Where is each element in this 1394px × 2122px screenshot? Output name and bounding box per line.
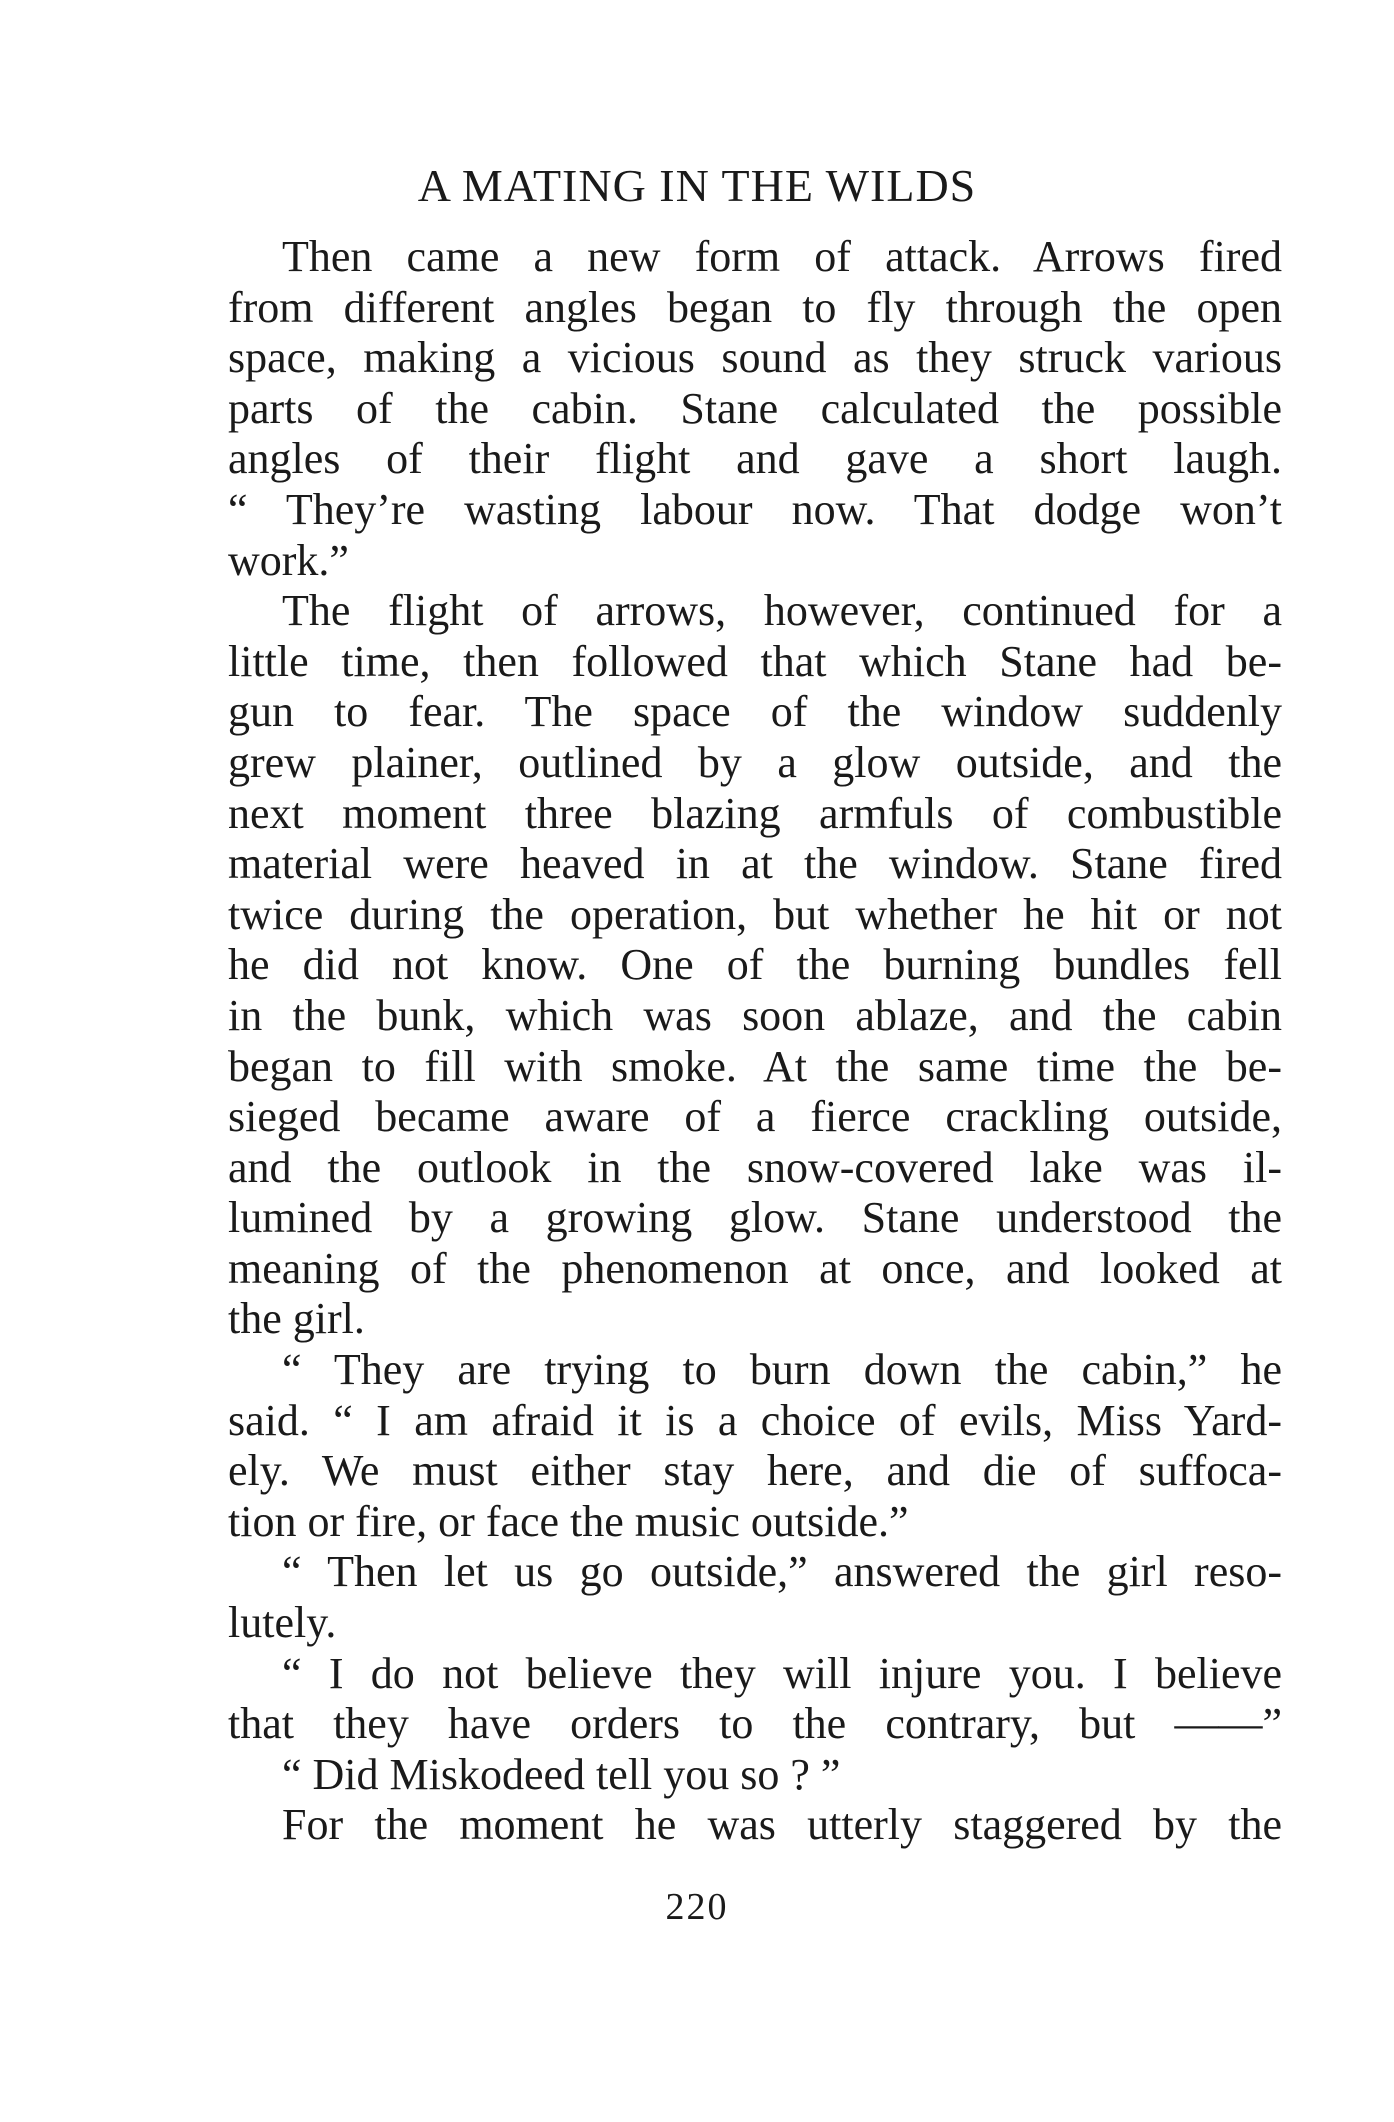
- text-line: sieged became aware of a fierce crackling outside,: [228, 1092, 1282, 1142]
- text-line: that they have orders to the contrary, but ——”: [228, 1699, 1282, 1749]
- text-line: from different angles began to fly through the open: [228, 282, 1282, 332]
- text-line: ely. We must either stay here, and die of suffoca-: [228, 1446, 1282, 1496]
- text-line: material were heaved in at the window. Stane fired: [228, 839, 1282, 889]
- text-line: little time, then followed that which Stane had be-: [228, 636, 1282, 686]
- text-line: he did not know. One of the burning bundles fell: [228, 940, 1282, 990]
- text-line: For the moment he was utterly staggered by the: [282, 1800, 1282, 1850]
- text-line: in the bunk, which was soon ablaze, and the cabin: [228, 990, 1282, 1040]
- text-line: the girl.: [228, 1294, 365, 1344]
- text-line: tion or fire, or face the music outside.”: [228, 1496, 909, 1546]
- text-line: began to fill with smoke. At the same time the be-: [228, 1041, 1282, 1091]
- text-line: “ Did Miskodeed tell you so ? ”: [282, 1749, 841, 1799]
- body-text: [228, 232, 1282, 1851]
- running-head: A MATING IN THE WILDS: [417, 160, 977, 211]
- page-number: 220: [665, 1886, 729, 1928]
- text-line: lumined by a growing glow. Stane understood the: [228, 1193, 1282, 1243]
- text-line: work.”: [228, 535, 349, 585]
- text-line: “ Then let us go outside,” answered the girl reso-: [282, 1547, 1282, 1597]
- text-line: The flight of arrows, however, continued for a: [282, 586, 1282, 636]
- text-line: angles of their flight and gave a short laugh.: [228, 434, 1282, 484]
- text-line: meaning of the phenomenon at once, and looked at: [228, 1243, 1282, 1293]
- text-line: and the outlook in the snow-covered lake was il-: [228, 1142, 1282, 1192]
- text-line: grew plainer, outlined by a glow outside, and the: [228, 737, 1282, 787]
- text-line: space, making a vicious sound as they struck various: [228, 333, 1282, 383]
- text-line: twice during the operation, but whether he hit or not: [228, 889, 1282, 939]
- text-line: “ They are trying to burn down the cabin,” he: [282, 1345, 1282, 1395]
- text-line: parts of the cabin. Stane calculated the possible: [228, 383, 1282, 433]
- text-line: lutely.: [228, 1598, 337, 1648]
- text-line: gun to fear. The space of the window suddenly: [228, 687, 1282, 737]
- text-line: “ I do not believe they will injure you. I believe: [282, 1648, 1282, 1698]
- text-line: “ They’re wasting labour now. That dodge won’t: [228, 484, 1282, 534]
- text-line: next moment three blazing armfuls of combustible: [228, 788, 1282, 838]
- text-line: said. “ I am afraid it is a choice of evils, Miss Yard-: [228, 1395, 1282, 1445]
- text-line: Then came a new form of attack. Arrows fired: [282, 232, 1282, 281]
